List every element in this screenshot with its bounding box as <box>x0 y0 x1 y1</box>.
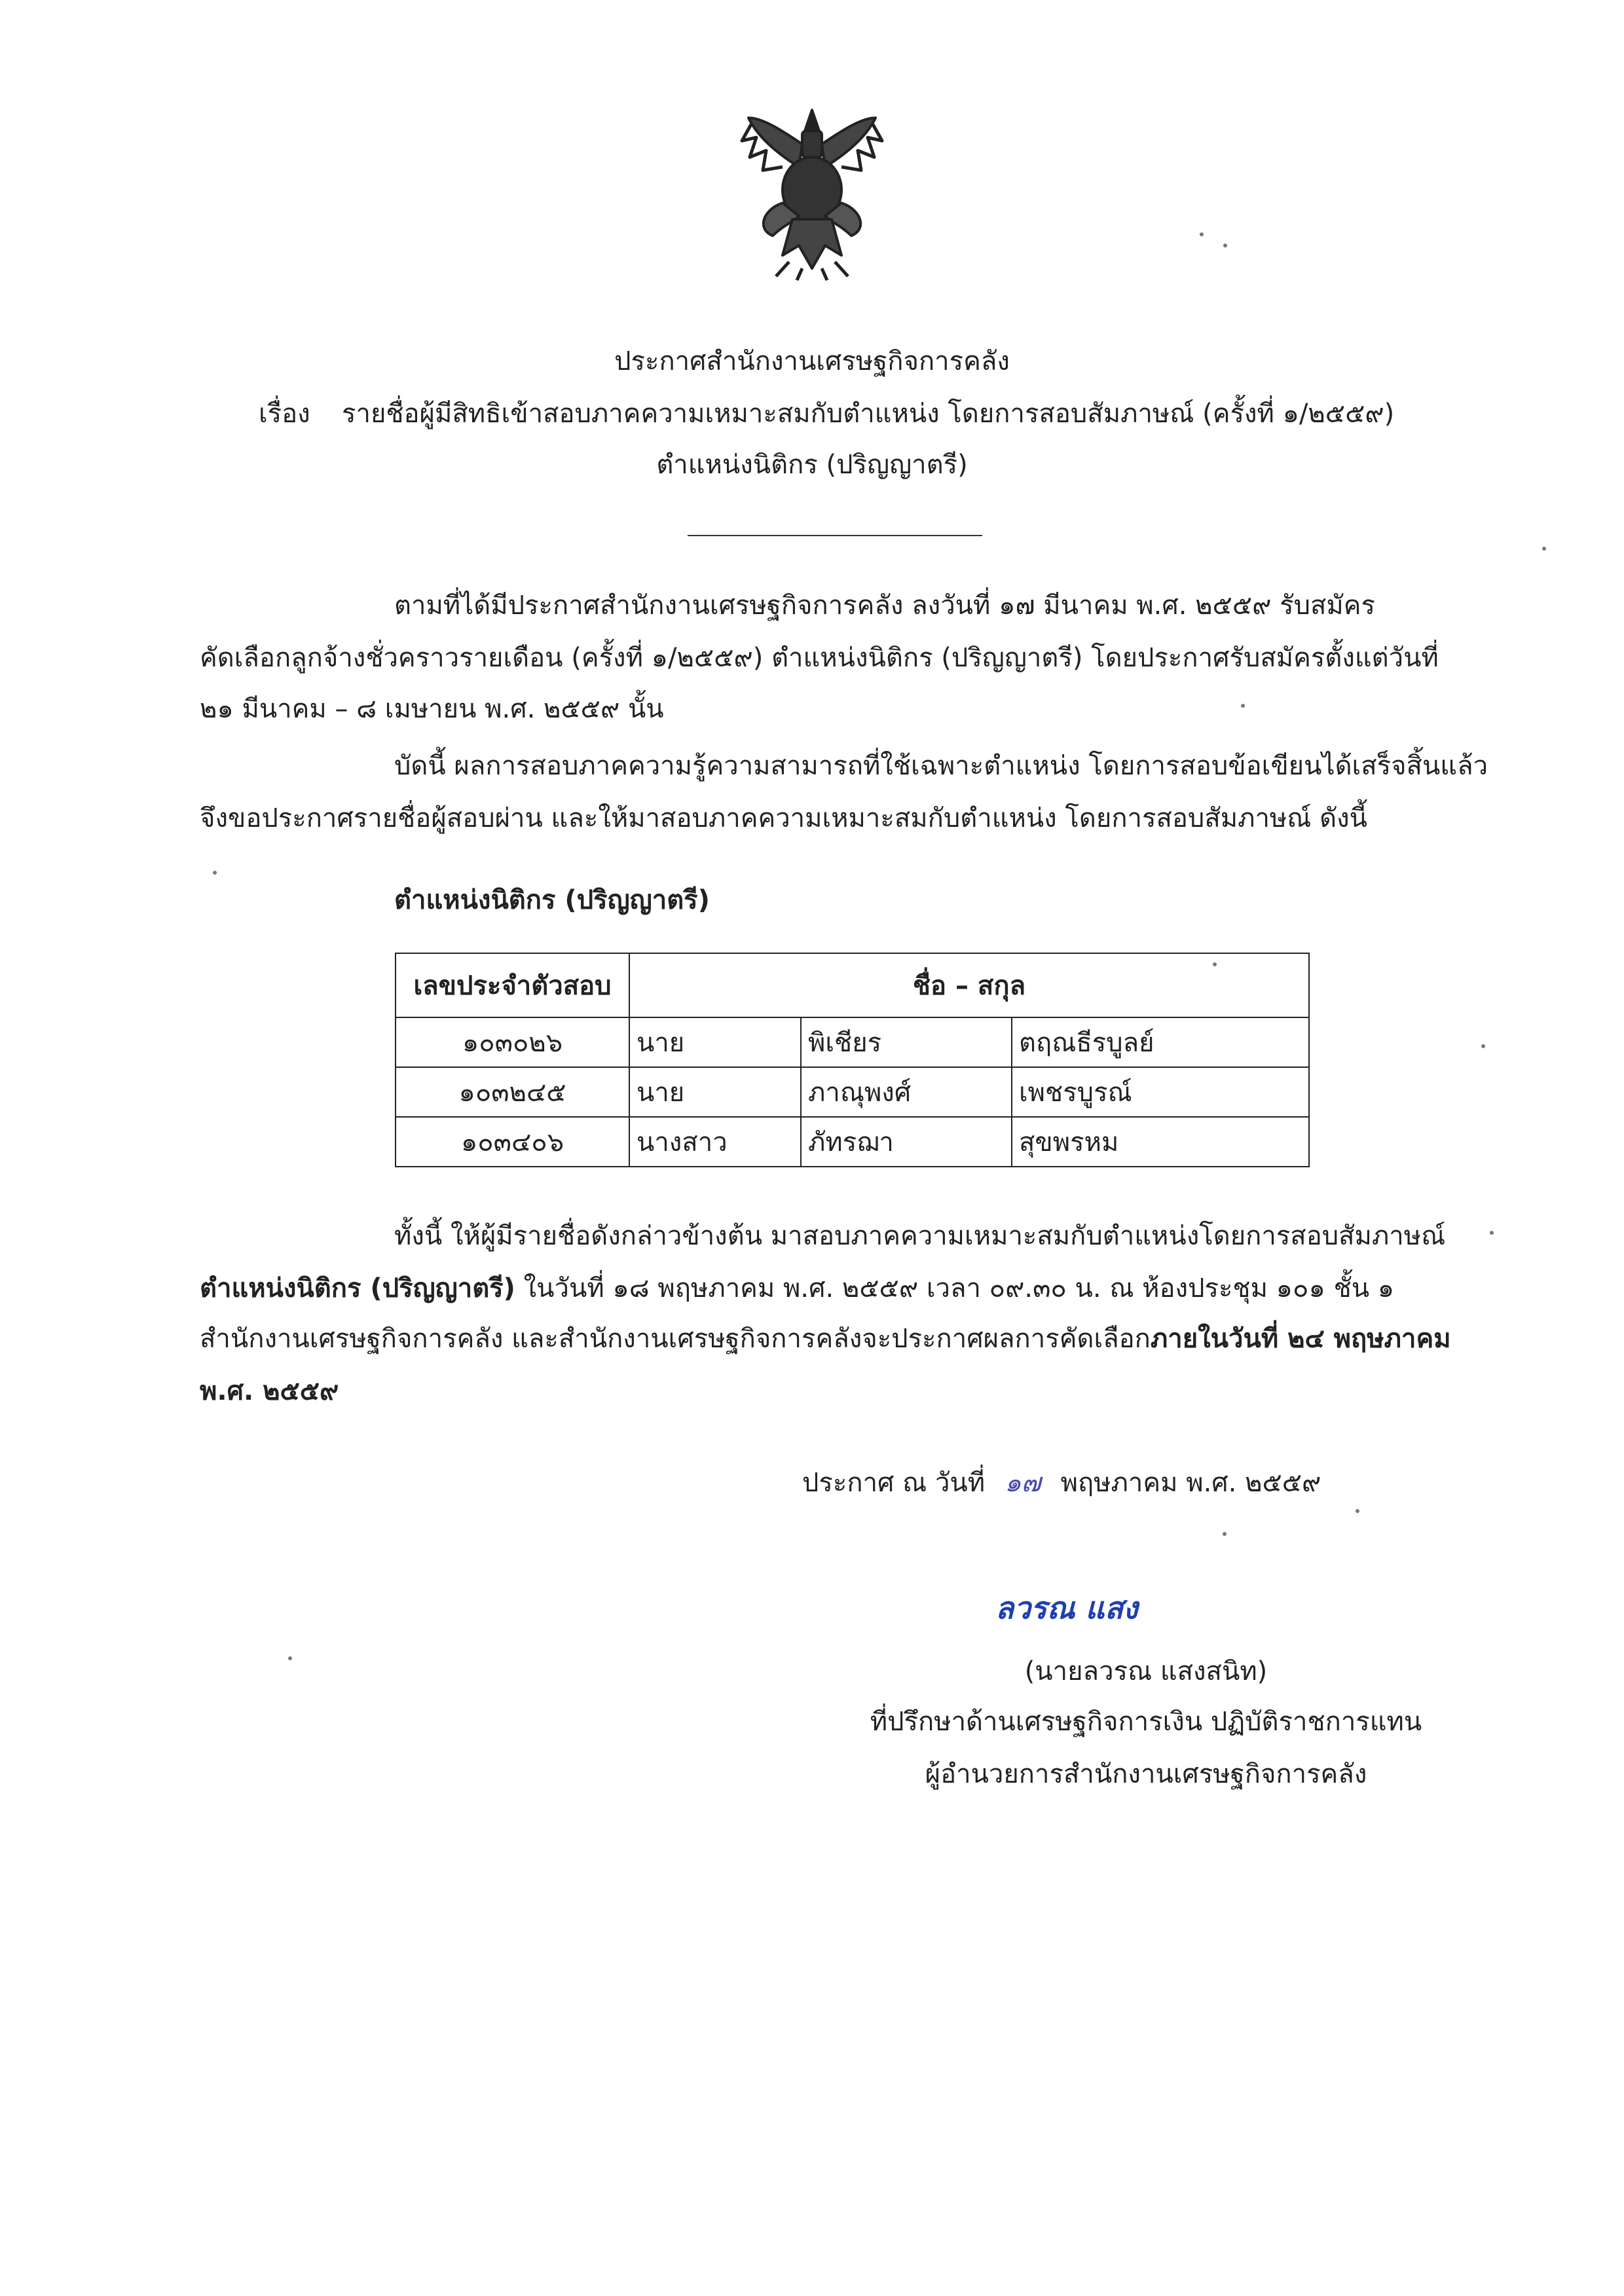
closing-deadline-bold: ภายในวันที่ ๒๔ พฤษภาคม <box>1150 1324 1451 1354</box>
paragraph-1-line-1: ตามที่ได้มีประกาศสำนักงานเศรษฐกิจการคลัง ลงวันที่ ๑๗ มีนาคม พ.ศ. ๒๕๕๙ รับสมัคร <box>394 591 1376 621</box>
agency-title: ประกาศสำนักงานเศรษฐกิจการคลัง <box>614 346 1010 376</box>
signatory-title-1: ที่ปรึกษาด้านเศรษฐกิจการเงิน ปฏิบัติราชการแทน <box>870 1707 1422 1737</box>
scan-speck <box>1213 962 1217 966</box>
position-title: ตำแหน่งนิติกร (ปริญญาตรี) <box>656 450 968 480</box>
handwritten-signature: ลวรณ แสง <box>995 1590 1138 1626</box>
first-name-cell: ภัทรฌา <box>801 1117 1012 1167</box>
scan-speck <box>1490 1231 1494 1235</box>
first-name-cell: ภาณุพงศ์ <box>801 1067 1012 1117</box>
signatory-name: (นายลวรณ แสงสนิท) <box>1024 1656 1268 1686</box>
scan-speck <box>213 871 217 875</box>
table-row <box>396 1017 1309 1067</box>
exam-id-cell: ๑๐๓๐๒๖ <box>396 1017 629 1067</box>
closing-line-4: พ.ศ. ๒๕๕๙ <box>200 1376 339 1406</box>
closing-position-bold: ตำแหน่งนิติกร (ปริญญาตรี) <box>200 1273 515 1303</box>
header-divider <box>688 535 982 536</box>
exam-id-cell: ๑๐๓๔๐๖ <box>396 1117 629 1167</box>
scan-speck <box>1542 547 1546 551</box>
garuda-emblem-icon <box>737 105 887 282</box>
exam-id-cell: ๑๐๓๒๔๕ <box>396 1067 629 1117</box>
table-section-title: ตำแหน่งนิติกร (ปริญญาตรี) <box>394 885 710 915</box>
announcement-day: ๑๗ <box>1005 1468 1041 1498</box>
last-name-cell: สุขพรหม <box>1012 1117 1309 1167</box>
scan-speck <box>1200 232 1204 236</box>
subject-label: เรื่อง <box>259 399 310 429</box>
paragraph-1-line-3: ๒๑ มีนาคม – ๘ เมษายน พ.ศ. ๒๕๕๙ นั้น <box>200 694 664 724</box>
candidate-table <box>395 953 1310 1167</box>
first-name-cell: พิเชียร <box>801 1017 1012 1067</box>
name-prefix-cell: นาย <box>629 1017 801 1067</box>
scan-speck <box>1241 704 1245 708</box>
name-prefix-cell: นาย <box>629 1067 801 1117</box>
last-name-cell: ตฤณธีรบูลย์ <box>1012 1017 1309 1067</box>
closing-line-3-text: สำนักงานเศรษฐกิจการคลัง และสำนักงานเศรษฐกิจการคลังจะประกาศผลการคัดเลือก <box>200 1324 1151 1354</box>
name-prefix-cell: นางสาว <box>629 1117 801 1167</box>
table-header-row <box>396 953 1309 1017</box>
header-full-name: ชื่อ – สกุล <box>629 953 1309 1017</box>
last-name-cell: เพชรบูรณ์ <box>1012 1067 1309 1117</box>
header-exam-id: เลขประจำตัวสอบ <box>396 953 629 1017</box>
signatory-title-2: ผู้อำนวยการสำนักงานเศรษฐกิจการคลัง <box>925 1759 1367 1789</box>
announcement-date <box>802 1470 1321 1496</box>
announcement-prefix: ประกาศ ณ วันที่ <box>802 1468 986 1498</box>
scan-speck <box>1223 1532 1227 1536</box>
paragraph-2-line-2: จึงขอประกาศรายชื่อผู้สอบผ่าน และให้มาสอบภาคความเหมาะสมกับตำแหน่ง โดยการสอบสัมภาษณ์ ดังนี้ <box>200 803 1367 833</box>
scan-speck <box>1223 244 1227 247</box>
paragraph-2-line-1: บัดนี้ ผลการสอบภาคความรู้ความสามารถที่ใช้เฉพาะตำแหน่ง โดยการสอบข้อเขียนได้เสร็จสิ้นแล้ว <box>394 751 1488 781</box>
announcement-month-year: พฤษภาคม พ.ศ. ๒๕๕๙ <box>1060 1468 1321 1498</box>
paragraph-1-line-2: คัดเลือกลูกจ้างชั่วคราวรายเดือน (ครั้งที่ ๑/๒๕๕๙) ตำแหน่งนิติกร (ปริญญาตรี) โดยประกาศรับสมัครตั้งแต่วันที่ <box>200 643 1439 673</box>
table-row <box>396 1117 1309 1167</box>
table-row <box>396 1067 1309 1117</box>
scan-speck <box>1356 1509 1359 1513</box>
closing-line-2-text: ในวันที่ ๑๘ พฤษภาคม พ.ศ. ๒๕๕๙ เวลา ๐๙.๓๐ น. ณ ห้องประชุม ๑๐๑ ชั้น ๑ <box>515 1273 1395 1303</box>
closing-line-2 <box>200 1275 1394 1302</box>
closing-line-1: ทั้งนี้ ให้ผู้มีรายชื่อดังกล่าวข้างต้น มาสอบภาคความเหมาะสมกับตำแหน่งโดยการสอบสัมภาษณ์ <box>394 1221 1446 1251</box>
subject-text: รายชื่อผู้มีสิทธิเข้าสอบภาคความเหมาะสมกับตำแหน่ง โดยการสอบสัมภาษณ์ (ครั้งที่ ๑/๒๕๕๙) <box>342 399 1395 429</box>
scan-speck <box>1481 1044 1485 1048</box>
scan-speck <box>288 1656 292 1660</box>
closing-line-3 <box>200 1326 1451 1352</box>
